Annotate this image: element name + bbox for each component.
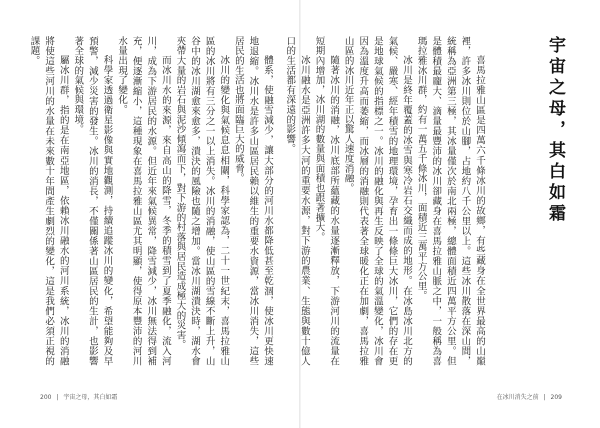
left-page-body [28,36,274,366]
left-page-number: 200 [40,394,52,401]
right-paragraph: 冰川是終年覆蓋的冰雪與寒冷岩石交織而成的地形。在冰島冰川北方的氣候、嚴寒、經年積雪的地理環境，孕育出一條條巨大冰川，它們的存在更是地球氣候的指標之一。冰川的融化與再生反映了全球的氣溫變化，冰川會因為溫度升高而萎縮，而冰層的消融則代表著全球暖化正在加劇，喜馬拉雅山區的冰川近年正以驚人速度消融。 [342,36,413,366]
left-paragraph: 而冰川水的來源，來自高山的降雪，冬季的積雪到了夏季融化，流入河川，成為下游居民的水源。但近年來氣候異常，降雪減少，冰川無法得到補充，便逐漸縮小，這種現象在喜馬拉雅山區尤其明顯，使得原本豐沛的河川水量出現了變化。 [116,36,171,366]
right-paragraph: 喜馬拉雅山區是四萬六千條冰川的故鄉，有些藏身在全世界最高的山巔裡，許多冰川則位於山腳，占地約八千公里以上。這些冰川散落在深山間，統稱為亞洲第三極，其冰量僅次於南北兩極，總體面積近四萬平方公里。但是體積最龐大、滴量最豐沛的冰川卻藏身在喜馬拉雅山脈之中，一般稱為喜瑪拉雅冰川群，約有一萬五千條冰川，面積近三萬平方公里。 [415,36,485,366]
right-footer [497,392,562,401]
footer-separator: | [56,394,59,401]
right-paragraph: 冰川融水是亞洲許多大河的重要水源，對下游的農業、生態與數十億人口的生活都有深遠的影響。 [284,36,310,366]
right-page-body [284,36,486,366]
left-footer [40,392,117,401]
right-page-number: 209 [550,394,562,401]
left-running-title: 宇宙之母，其白如霜 [63,394,118,401]
chapter-heading: 宇宙之母，其白如霜 [545,36,565,225]
left-paragraph: 屬冰川群，指的是在南亞地區，依賴冰川融水的河川系統，冰川的消融將使這些河川的水量在未來數十年間產生劇烈的變化，這是我們必須正視的課題。 [28,36,69,366]
left-paragraph: 冰川的變化與氣候息息相關，科學家認為，二十一世紀末，喜馬拉雅山區的冰川將有三分之一以上消失。冰川的消融，使山區的雪線不斷上升，山谷中的冰川湖愈來愈多，潰決的風險也隨之增加。當冰川湖潰決時，湖水會夾帶大量的岩石與泥沙傾瀉而下，對下游的村落與居民造成極大的災害。 [174,36,230,366]
footer-separator: | [543,394,546,401]
chapter-heading-block [496,34,572,364]
right-running-title: 在冰川消失之前 [496,394,539,401]
left-paragraph: 體系，使融雪減少，讓大部分的河川水都降低甚至乾涸，使冰川更快速地退縮。冰川水是許多山區居民賴以維生的重要水資源，當冰川消失，這些居民的生活也將面臨巨大的威脅。 [232,36,273,366]
left-paragraph: 科學家透過衛星影像與實地觀測，持續追蹤冰川的變化，希望能夠及早預警，減少災害的發生。冰川的消長，不僅關係著山區居民的生計，也影響著全球的氣候與環境。 [72,36,113,366]
right-paragraph: 隨著冰川的消融，冰川底部所蘊藏的水量逐漸釋放，下游河川的流量在短期內增加，冰川湖的數量與面積也跟著擴大。 [313,36,340,366]
